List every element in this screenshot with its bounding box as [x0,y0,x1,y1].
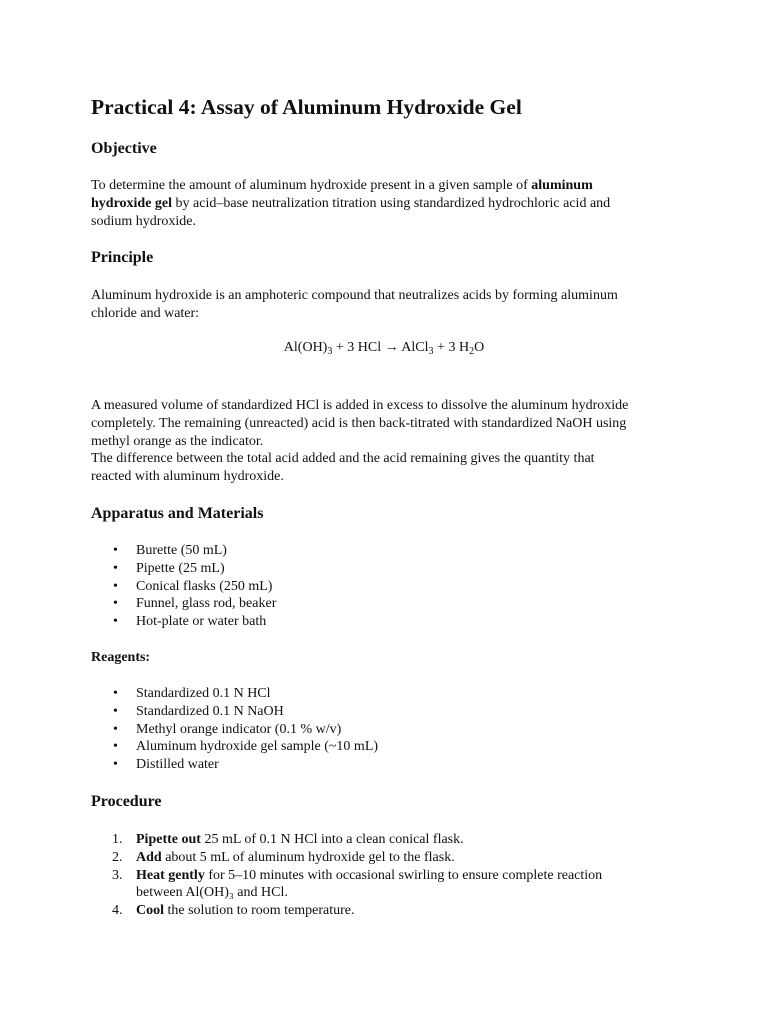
objective-line-3: sodium hydroxide. [91,213,196,229]
principle-intro-line-2: chloride and water: [91,305,200,321]
step-number: 1. [112,832,123,847]
objective-line-2 [91,195,671,213]
principle-intro [91,287,671,323]
step-number: 2. [112,849,123,865]
step-text: about 5 mL of aluminum hydroxide gel to the flask. [161,849,455,865]
principle-body-line: A measured volume of standardized HCl is added in excess to dissolve the aluminum hydroxide [91,398,629,413]
step-action: Heat gently [136,867,205,883]
procedure-step [91,849,602,867]
objective-line-1 [91,177,671,195]
procedure-step [91,867,602,903]
objective-paragraph [91,177,671,230]
reagents-list [91,685,378,774]
list-item: • Methyl orange indicator (0.1 % w/v) [91,721,378,739]
principle-intro-line-1: Aluminum hydroxide is an amphoteric compound that neutralizes acids by forming aluminum [91,288,618,303]
procedure-list [91,831,602,920]
procedure-heading: Procedure [91,793,162,810]
list-item: • Distilled water [91,756,378,774]
equation-subscript-2: 3 [428,346,434,357]
principle-body-line: methyl orange as the indicator. [91,433,264,449]
procedure-step [91,831,602,849]
objective-line-1-bold: aluminum [531,178,593,193]
procedure-step [91,902,602,920]
principle-body-line: completely. The remaining (unreacted) acid is then back-titrated with standardized NaOH using [91,415,627,431]
principle-body [91,397,671,486]
step-text: the solution to room temperature. [164,903,355,919]
step-number: 3. [112,867,123,883]
list-item: • Aluminum hydroxide gel sample (~10 mL) [91,738,378,756]
page-title: Practical 4: Assay of Aluminum Hydroxide Gel [91,95,522,119]
list-item: • Conical flasks (250 mL) [91,578,276,596]
step-continuation: between Al(OH)₃ and HCl. [136,885,288,901]
principle-heading: Principle [91,249,154,266]
equation-subscript-1: 3 [327,346,333,357]
list-item: • Pipette (25 mL) [91,560,276,578]
equation-subscript-3: 2 [469,346,475,357]
objective-line-2-text: by acid–base neutralization titration using standardized hydrochloric acid and [172,195,611,211]
reagents-heading: Reagents: [91,650,151,665]
step-action: Add [136,849,162,865]
chemical-equation [0,340,768,356]
list-item: • Standardized 0.1 N HCl [91,685,378,703]
step-text: 25 mL of 0.1 N HCl into a clean conical flask. [200,832,464,847]
list-item: • Burette (50 mL) [91,542,276,560]
step-action: Cool [136,903,164,919]
equation-part-1: Al(OH) [283,340,328,355]
list-item: • Standardized 0.1 N NaOH [91,703,378,721]
apparatus-list [91,542,276,631]
apparatus-heading: Apparatus and Materials [91,505,264,522]
step-action: Pipette out [136,832,201,847]
equation-part-2: + 3 HCl → AlCl [332,340,429,355]
principle-body-line: reacted with aluminum hydroxide. [91,469,284,485]
objective-line-2-bold: hydroxide gel [91,195,173,211]
step-text: for 5–10 minutes with occasional swirling to ensure complete reaction [204,867,603,883]
equation-part-3: + 3 H [433,340,470,355]
objective-line-1-text: To determine the amount of aluminum hydroxide present in a given sample of [91,178,532,193]
list-item: • Funnel, glass rod, beaker [91,595,276,613]
step-number: 4. [112,903,123,919]
principle-body-line: The difference between the total acid added and the acid remaining gives the quantity that [91,451,595,467]
list-item: • Hot-plate or water bath [91,613,276,631]
equation-part-4: O [474,340,485,355]
objective-heading: Objective [91,140,157,157]
